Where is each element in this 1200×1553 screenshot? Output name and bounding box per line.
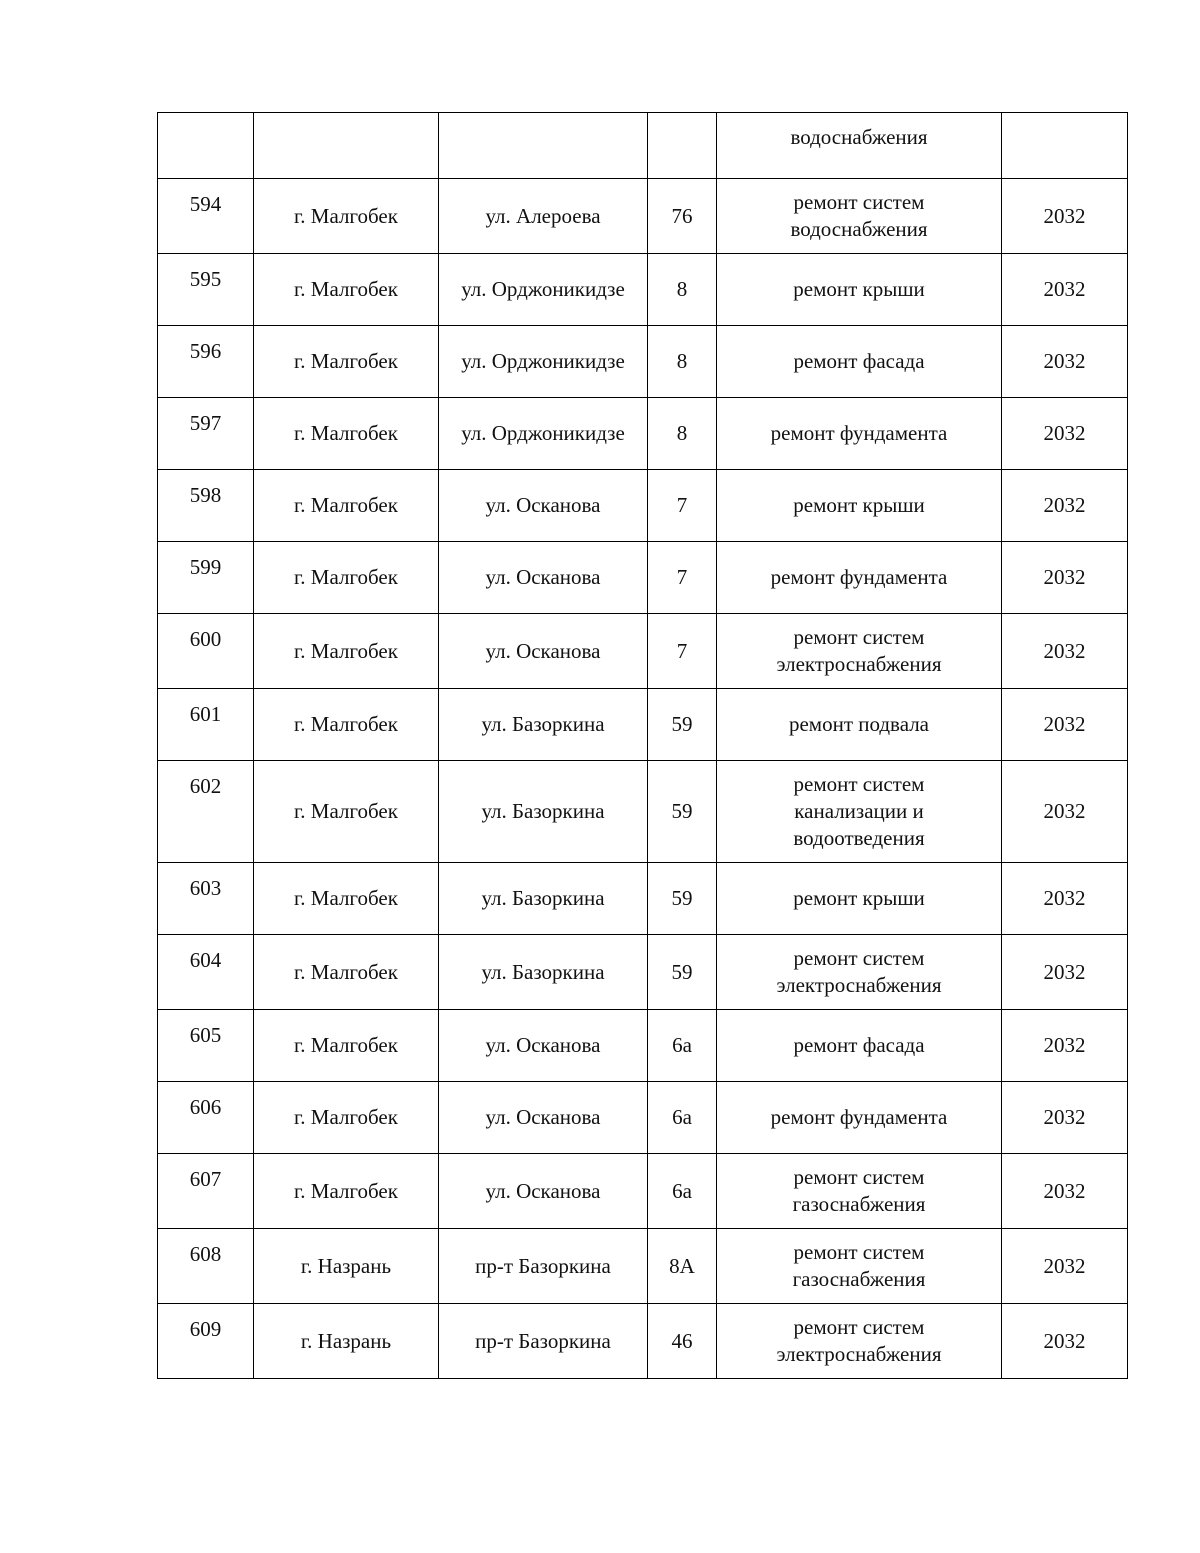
- cell-work-text: ремонт фасада: [793, 1033, 925, 1057]
- table-row: [158, 689, 1128, 761]
- cell-city: г. Малгобек: [254, 614, 439, 689]
- cell-street: ул. Осканова: [439, 1082, 648, 1154]
- cell-street: ул. Базоркина: [439, 689, 648, 761]
- cell-city: г. Назрань: [254, 1229, 439, 1304]
- cell-work: [717, 689, 1002, 761]
- cell-work-text: ремонт крыши: [793, 277, 925, 301]
- cell-house: 59: [648, 935, 717, 1010]
- cell-city: г. Малгобек: [254, 542, 439, 614]
- cell-year: 2032: [1002, 326, 1128, 398]
- cell-house: 8: [648, 398, 717, 470]
- cell-work: [717, 254, 1002, 326]
- cell-house: 8: [648, 326, 717, 398]
- cell-num: 594: [158, 179, 254, 254]
- cell-house: 59: [648, 863, 717, 935]
- cell-street: ул. Осканова: [439, 1010, 648, 1082]
- cell-num: 596: [158, 326, 254, 398]
- cell-street: [439, 113, 648, 179]
- cell-street: ул. Осканова: [439, 542, 648, 614]
- cell-city: г. Малгобек: [254, 179, 439, 254]
- table-row: [158, 1229, 1128, 1304]
- cell-house: 46: [648, 1304, 717, 1379]
- table-row: [158, 935, 1128, 1010]
- cell-num: 600: [158, 614, 254, 689]
- cell-street: ул. Базоркина: [439, 935, 648, 1010]
- table-row: [158, 1304, 1128, 1379]
- table-row: [158, 1010, 1128, 1082]
- table-row: [158, 542, 1128, 614]
- cell-work-text: ремонт систем газоснабжения: [792, 1240, 926, 1291]
- cell-year: 2032: [1002, 542, 1128, 614]
- cell-city: г. Малгобек: [254, 326, 439, 398]
- table-row: [158, 470, 1128, 542]
- cell-house: 7: [648, 614, 717, 689]
- cell-year: 2032: [1002, 1304, 1128, 1379]
- cell-year: 2032: [1002, 470, 1128, 542]
- table-row: [158, 761, 1128, 863]
- table-row: [158, 1154, 1128, 1229]
- cell-num: 609: [158, 1304, 254, 1379]
- cell-house: 59: [648, 689, 717, 761]
- cell-work-text: ремонт систем газоснабжения: [792, 1165, 926, 1216]
- cell-work: [717, 113, 1002, 179]
- cell-work-text: ремонт подвала: [788, 712, 930, 736]
- cell-street: ул. Базоркина: [439, 761, 648, 863]
- cell-house: 76: [648, 179, 717, 254]
- cell-street: пр-т Базоркина: [439, 1229, 648, 1304]
- cell-work: [717, 326, 1002, 398]
- table-row: [158, 254, 1128, 326]
- cell-work-text: ремонт систем канализации и водоотведения: [793, 772, 925, 850]
- cell-year: 2032: [1002, 1229, 1128, 1304]
- table-row: [158, 614, 1128, 689]
- cell-city: г. Малгобек: [254, 1082, 439, 1154]
- cell-city: г. Малгобек: [254, 398, 439, 470]
- cell-num: 599: [158, 542, 254, 614]
- cell-street: ул. Осканова: [439, 470, 648, 542]
- cell-year: 2032: [1002, 1082, 1128, 1154]
- cell-work: [717, 1082, 1002, 1154]
- repair-schedule-table: [157, 112, 1128, 1379]
- cell-work: [717, 1010, 1002, 1082]
- cell-work-text: ремонт фундамента: [770, 565, 948, 589]
- cell-work-text: ремонт систем водоснабжения: [790, 190, 928, 241]
- cell-work: [717, 542, 1002, 614]
- cell-num: 603: [158, 863, 254, 935]
- table-row: [158, 326, 1128, 398]
- cell-work-text: ремонт систем электроснабжения: [776, 625, 942, 676]
- cell-house: 7: [648, 470, 717, 542]
- cell-house: 6а: [648, 1082, 717, 1154]
- cell-num: 595: [158, 254, 254, 326]
- cell-year: 2032: [1002, 1154, 1128, 1229]
- cell-house: 59: [648, 761, 717, 863]
- cell-year: 2032: [1002, 179, 1128, 254]
- cell-city: г. Назрань: [254, 1304, 439, 1379]
- cell-num: 604: [158, 935, 254, 1010]
- cell-city: г. Малгобек: [254, 470, 439, 542]
- cell-street: ул. Осканова: [439, 614, 648, 689]
- table-row: [158, 398, 1128, 470]
- cell-num: 607: [158, 1154, 254, 1229]
- cell-work-text: водоснабжения: [790, 125, 928, 149]
- cell-num: 608: [158, 1229, 254, 1304]
- cell-year: 2032: [1002, 254, 1128, 326]
- cell-work: [717, 179, 1002, 254]
- cell-city: г. Малгобек: [254, 254, 439, 326]
- cell-street: ул. Орджоникидзе: [439, 398, 648, 470]
- cell-year: 2032: [1002, 1010, 1128, 1082]
- cell-year: 2032: [1002, 935, 1128, 1010]
- cell-work-text: ремонт фундамента: [770, 1105, 948, 1129]
- cell-year: 2032: [1002, 863, 1128, 935]
- cell-street: ул. Базоркина: [439, 863, 648, 935]
- cell-num: [158, 113, 254, 179]
- cell-street: ул. Орджоникидзе: [439, 254, 648, 326]
- cell-work: [717, 761, 1002, 863]
- cell-street: ул. Алероева: [439, 179, 648, 254]
- table-row: [158, 179, 1128, 254]
- cell-year: 2032: [1002, 614, 1128, 689]
- cell-house: 8: [648, 254, 717, 326]
- cell-city: г. Малгобек: [254, 761, 439, 863]
- cell-city: г. Малгобек: [254, 935, 439, 1010]
- cell-year: 2032: [1002, 689, 1128, 761]
- cell-work: [717, 470, 1002, 542]
- cell-num: 602: [158, 761, 254, 863]
- cell-num: 601: [158, 689, 254, 761]
- cell-work: [717, 1304, 1002, 1379]
- cell-year: [1002, 113, 1128, 179]
- cell-year: 2032: [1002, 398, 1128, 470]
- cell-street: ул. Осканова: [439, 1154, 648, 1229]
- cell-num: 605: [158, 1010, 254, 1082]
- cell-work: [717, 935, 1002, 1010]
- cell-work-text: ремонт крыши: [793, 886, 925, 910]
- cell-house: 7: [648, 542, 717, 614]
- table-row-continuation: [158, 113, 1128, 179]
- cell-num: 597: [158, 398, 254, 470]
- cell-work-text: ремонт крыши: [793, 493, 925, 517]
- cell-city: г. Малгобек: [254, 1154, 439, 1229]
- cell-house: 6а: [648, 1154, 717, 1229]
- cell-house: 8А: [648, 1229, 717, 1304]
- cell-city: [254, 113, 439, 179]
- cell-street: пр-т Базоркина: [439, 1304, 648, 1379]
- cell-work: [717, 1229, 1002, 1304]
- cell-house: [648, 113, 717, 179]
- cell-num: 598: [158, 470, 254, 542]
- cell-city: г. Малгобек: [254, 689, 439, 761]
- cell-city: г. Малгобек: [254, 1010, 439, 1082]
- table-row: [158, 863, 1128, 935]
- cell-work: [717, 1154, 1002, 1229]
- cell-work-text: ремонт фасада: [793, 349, 925, 373]
- table-row: [158, 1082, 1128, 1154]
- cell-num: 606: [158, 1082, 254, 1154]
- cell-year: 2032: [1002, 761, 1128, 863]
- cell-house: 6а: [648, 1010, 717, 1082]
- cell-work: [717, 863, 1002, 935]
- cell-street: ул. Орджоникидзе: [439, 326, 648, 398]
- cell-work-text: ремонт фундамента: [770, 421, 948, 445]
- cell-work-text: ремонт систем электроснабжения: [776, 1315, 942, 1366]
- cell-work-text: ремонт систем электроснабжения: [776, 946, 942, 997]
- cell-work: [717, 614, 1002, 689]
- table-body: [158, 113, 1128, 1379]
- cell-work: [717, 398, 1002, 470]
- cell-city: г. Малгобек: [254, 863, 439, 935]
